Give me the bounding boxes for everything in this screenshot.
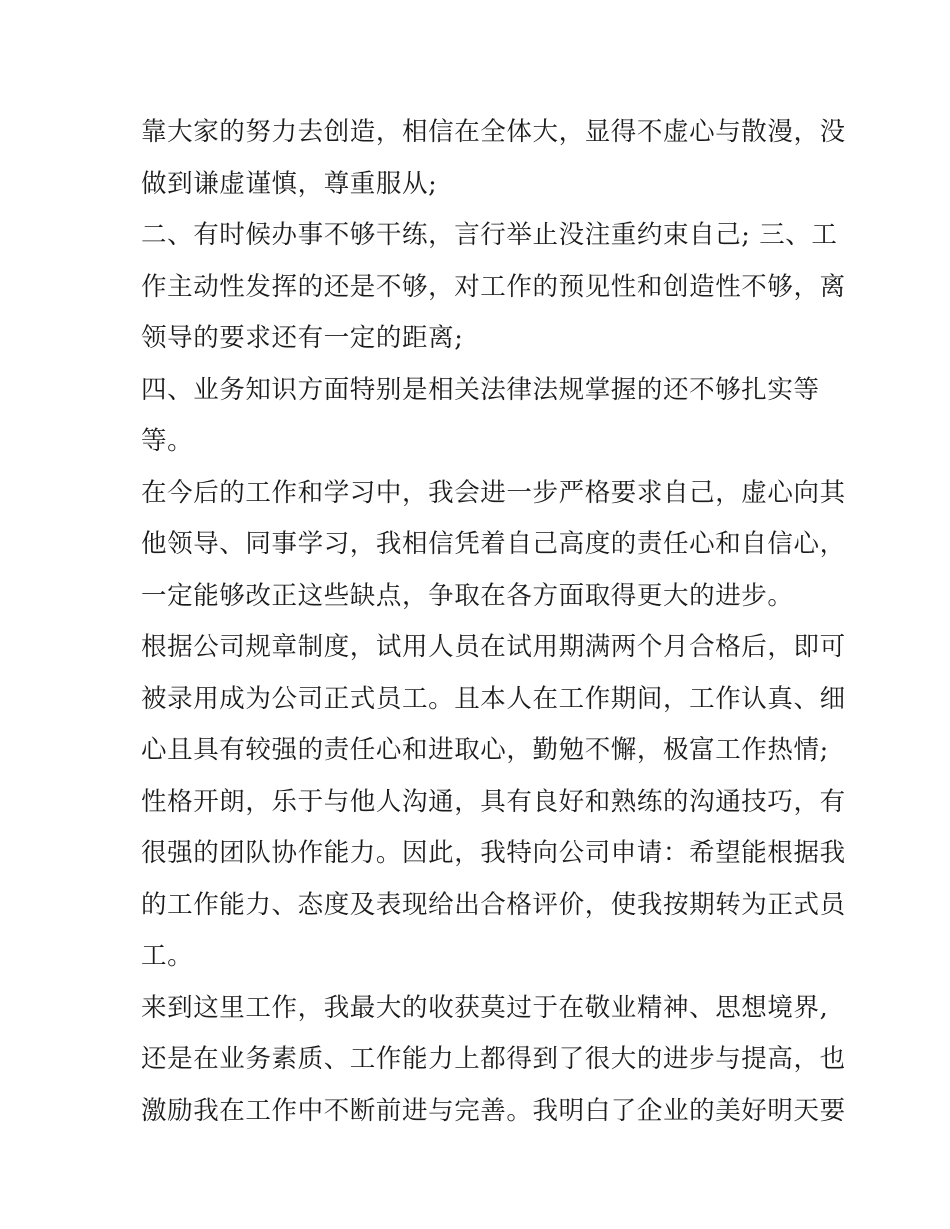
text-line: 的工作能力、态度及表现给出合格评价，使我按期转为正式员 — [141, 889, 846, 920]
text-line: 激励我在工作中不断前进与完善。我明白了企业的美好明天要 — [141, 1095, 846, 1126]
text-line: 二、有时候办事不够干练，言行举止没注重约束自己; 三、工 — [141, 220, 838, 250]
text-line: 四、业务知识方面特别是相关法律法规掌握的还不够扎实等 — [141, 374, 820, 405]
text-line: 做到谦虚谨慎，尊重服从; — [141, 168, 438, 199]
text-line: 还是在业务素质、工作能力上都得到了很大的进步与提高，也 — [141, 1044, 846, 1074]
text-line: 等。 — [141, 426, 194, 456]
text-line: 一定能够改正这些缺点，争取在各方面取得更大的进步。 — [141, 580, 794, 611]
text-line: 来到这里工作，我最大的收获莫过于在敬业精神、思想境界, — [141, 992, 829, 1023]
text-line: 心且具有较强的责任心和进取心，勤勉不懈，极富工作热情; — [141, 735, 829, 765]
text-line: 作主动性发挥的还是不够，对工作的预见性和创造性不够，离 — [141, 271, 846, 302]
text-line: 被录用成为公司正式员工。且本人在工作期间，工作认真、细 — [141, 683, 846, 714]
text-line: 他领导、同事学习，我相信凭着自己高度的责任心和自信心， — [141, 529, 846, 559]
body-text — [141, 107, 846, 1137]
text-line: 在今后的工作和学习中，我会进一步严格要求自己，虚心向其 — [141, 477, 846, 508]
text-line: 性格开朗，乐于与他人沟通，具有良好和熟练的沟通技巧，有 — [141, 786, 846, 817]
text-line: 工。 — [141, 941, 194, 971]
text-line: 靠大家的努力去创造，相信在全体大，显得不虚心与散漫，没 — [141, 117, 846, 147]
text-line: 根据公司规章制度，试用人员在试用期满两个月合格后，即可 — [141, 632, 846, 662]
text-line: 领导的要求还有一定的距离; — [141, 323, 464, 353]
text-line: 很强的团队协作能力。因此，我特向公司申请：希望能根据我 — [141, 838, 846, 868]
